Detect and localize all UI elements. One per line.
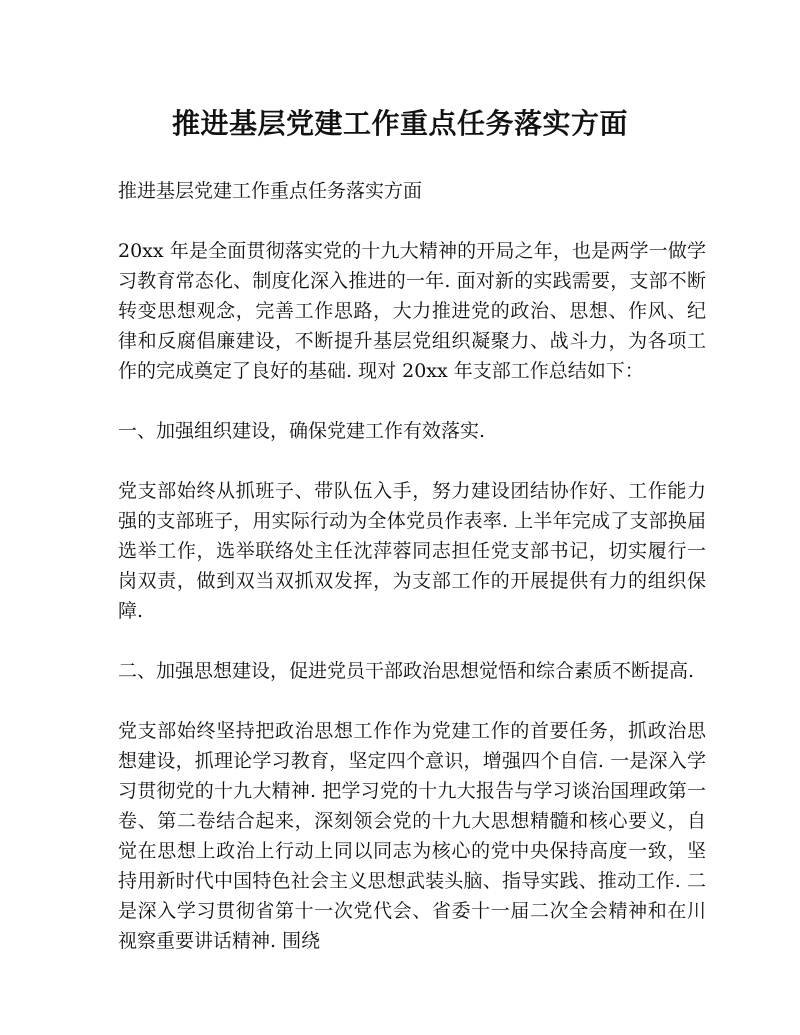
section-heading-1: 一、加强组织建设，确保党建工作有效落实. xyxy=(118,420,486,442)
document-body xyxy=(118,176,706,986)
section-2-paragraph: 党支部始终坚持把政治思想工作作为党建工作的首要任务，抓政治思想建设，抓理论学习教育，坚定四个意识，增强四个自信. 一是深入学习贯彻党的十九大精神. 把学习党的十九大报告与学习谈治国理政第一卷、第二卷结合起来，深刻领会党的十九大思想精髓和核心要义，自觉在思想上政治上行动上同以同志为核心的党中央保持高度一致，坚持用新时代中国特色社会主义思想武装头脑、指导实践、推动工作. 二是深入学习贯彻省第十一次党代会、省委十一届二次全会精神和在川视察重要讲话精神. 围绕 xyxy=(118,720,706,952)
section-1-paragraph: 党支部始终从抓班子、带队伍入手，努力建设团结协作好、工作能力强的支部班子，用实际行动为全体党员作表率. 上半年完成了支部换届选举工作，选举联络处主任沈萍蓉同志担任党支部书记，切实履行一岗双责，做到双当双抓双发挥，为支部工作的开展提供有力的组织保障. xyxy=(118,480,706,622)
subtitle-paragraph: 推进基层党建工作重点任务落实方面 xyxy=(118,180,423,202)
section-heading-2: 二、加强思想建设，促进党员干部政治思想觉悟和综合素质不断提高. xyxy=(118,660,695,682)
document-title: 推进基层党建工作重点任务落实方面 xyxy=(171,107,628,140)
intro-paragraph: 20xx 年是全面贯彻落实党的十九大精神的开局之年，也是两学一做学习教育常态化、制度化深入推进的一年. 面对新的实践需要，支部不断转变思想观念，完善工作思路，大力推进党的政治、思想、作风、纪律和反腐倡廉建设，不断提升基层党组织凝聚力、战斗力，为各项工作的完成奠定了良好的基础. 现对 20xx 年支部工作总结如下： xyxy=(118,240,706,382)
